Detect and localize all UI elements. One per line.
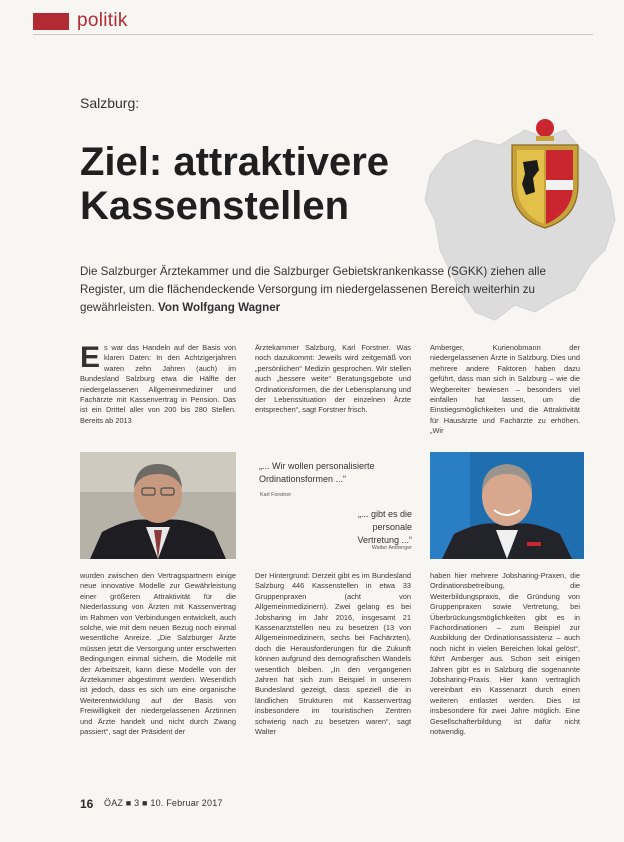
column-2-bottom: Der Hintergrund: Derzeit gibt es im Bundesland Salzburg 446 Kassenstellen in etwa 33 Gruppenpraxen (acht von Allgemeinmedizinern). Zwei gelang es bei Jobsharing im Jahr 2016, insgesamt 21 Kassenarztstellen neu zu besetzen (13 von Allgemeinmedizinern, sechs bei Fachärzten), doch die Herausforderungen für die Zukunft können aufgrund des demografischen Wandels wesentlich bleiben. „In den vergangenen Jahren hat sich zum Beispiel in unserem Bundesland gezeigt, dass speziell die in ländlichen Strukturen mit Kassenvertrag insbesondere im touristischen Zentren schwierig nach zu besetzen waren“, sagt Walter	[255, 571, 411, 737]
page-number: 16	[80, 797, 94, 811]
pull-quote-1-source: Karl Forstner	[260, 492, 292, 498]
article-title-line-2: Kassenstellen	[80, 184, 350, 228]
pull-quote-2: „... gibt es die personale Vertretung ...“	[357, 509, 412, 545]
column-2-top: Ärztekammer Salzburg, Karl Forstner. Was noch dazukommt: Jeweils wird zeitgemäß von „persönlichen“ Medizin gesprochen. Wir stellen auch „bessere weite“ Beratungsgebote und Ordinationsformen, die der Lebensplanung und der Lebenssituation der einzelnen Ärzte entsprechen“, sagt Forstner frisch.	[255, 343, 411, 415]
section-divider	[33, 34, 593, 35]
portrait-photo-amberger	[430, 452, 584, 559]
column-1-top	[80, 343, 236, 426]
portrait-photo-forstner	[80, 452, 236, 559]
drop-cap: E	[80, 341, 101, 374]
article-lead	[80, 263, 576, 317]
article-title-line-1: Ziel: attraktivere	[80, 140, 390, 184]
column-3-bottom: haben hier mehrere Jobsharing-Praxen, die Ordinationsbetreibung, die Weiterbildungspraxis, die Gründung von Gruppenpraxen sowie Vertretung, bei Überbrückungsmöglichkeiten gibt es in Fachordinationen – zum Beispiel zur Ausbildung der Ordinationsassistenz – auch noch nicht in vielen Bereichen lokal gelöst“, führt Amberger aus. Schon seit einigen Jahren gibt es in Salzburg die sogenannte Jobsharing-Praxis. Hier kann vertraglich vereinbart ein Kassenarzt durch einen weiteren entlastet werden. Dies ist insbesondere für zwei Jahre möglich. Eine Gesellschafterbildung ist dafür nicht notwendig.	[430, 571, 580, 737]
article-author: Von Wolfgang Wagner	[158, 301, 281, 314]
pull-quote-2-source: Walter Amberger	[371, 545, 412, 551]
article-kicker: Salzburg:	[80, 95, 140, 111]
publication-footer: ÖAZ ■ 3 ■ 10. Februar 2017	[104, 798, 223, 808]
lead-text: Die Salzburger Ärztekammer und die Salzburger Gebietskrankenkasse (SGKK) ziehen alle Register, um die flächendeckende Versorgung im niedergelassenen Bereich weiterhin zu gewährleisten.	[80, 265, 546, 314]
column-1-top-text: s war das Handeln auf der Basis von klaren Daten: In den Achtzigerjahren waren zehn Jahren (auch) im Bundesland Salzburg etwa die Hälfte der niedergelassenen Allgemeinmediziner und Fachärzte mit Kassenvertrag in Pension. Das ist ein Drittel aller von 200 bis 280 Stellen. Bereits ab 2013	[80, 343, 236, 425]
pull-quote-1: „... Wir wollen personalisierte Ordinationsformen ...“	[259, 461, 375, 484]
section-label: politik	[77, 10, 128, 31]
section-color-bar	[33, 13, 69, 30]
column-1-bottom: wurden zwischen den Vertragspartnern einige neue innovative Modelle zur Gewährleistung einer größeren Attraktivität für die Niederlassung von Ärzten mit Kassenvertrag im Rahmen von Verbindungen entwickelt, auch solche, wie mit dem neuen Bezug noch einmal wesentliche Anreize. „Die Salzburger Ärzte müssen jetzt die Versorgung unter erschwerten Bedingungen einmal sichern, die Modelle mit der Arbeitszeit, kann diese Modelle von der Ärztekammer abgestimmt werden. Wesentlich ist jedoch, dass es sich um eine organische Weiterentwicklung auf der Basis von Freiwilligkeit der niedergelassenen Ärztinnen und Ärzte handelt und nicht durch Zwang passiert“, sagt der Präsident der	[80, 571, 236, 737]
column-3-top: Amberger, Kurienobmann der niedergelassenen Ärzte in Salzburg. Dies und mehrere andere Faktoren haben dazu geführt, dass man sich in Salzburg – wie die Wegbereiter bewiesen – besonders viel einfallen hat lassen, um die Einstiegsmöglichkeiten und die Attraktivität für Hausärzte und Fachärzte zu erhöhen. „Wir	[430, 343, 580, 436]
article-title	[80, 140, 389, 228]
